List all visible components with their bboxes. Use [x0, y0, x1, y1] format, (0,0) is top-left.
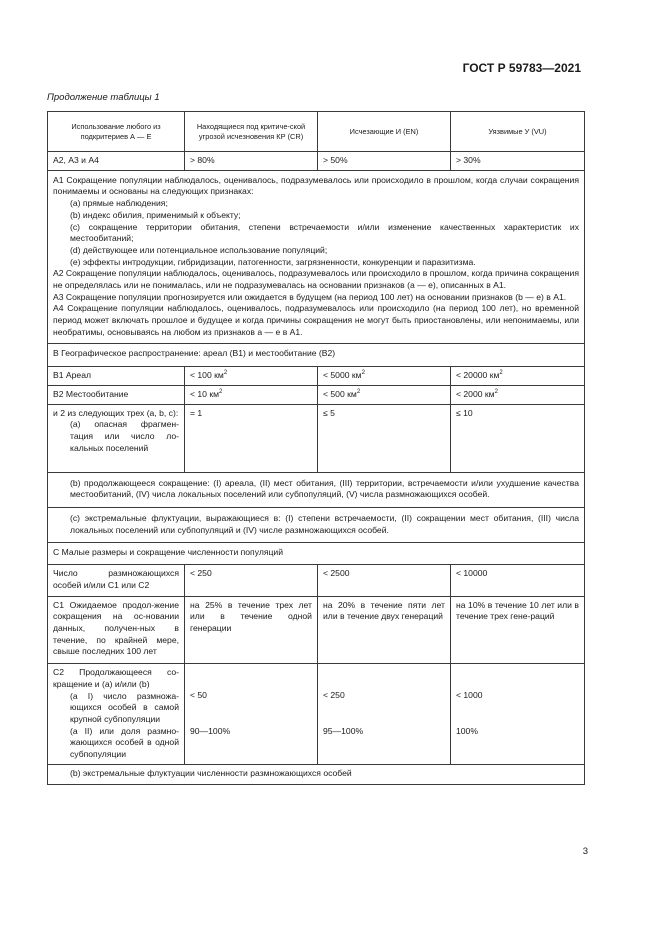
table-header-row [48, 112, 585, 152]
cell-vu: < 1000 100% [451, 664, 585, 765]
cell-cr: < 50 90—100% [185, 664, 318, 765]
note-c-item: (c) экстремальные флуктуации, выражающиеся в: (I) степени встречаемости, (II) сокращении мест обитания, (III) числа локальных поселений или субпопуляций и (IV) числе размножающихся особей. [48, 508, 585, 543]
table-row [48, 404, 585, 472]
list-item: (b) индекс обилия, применимый к объекту; [70, 209, 241, 220]
cell-en: < 250 95—100% [318, 664, 451, 765]
criteria-table [47, 111, 585, 785]
cell-vu: > 30% [451, 152, 585, 171]
table-row [48, 367, 585, 386]
cell-vu: < 20000 $км^2$ [451, 367, 585, 386]
note-a3: А3 Сокращение популяции прогнозируется или ожидается в будущем (на период 100 лет) на основании признаков (b — е) в А1. [53, 291, 567, 302]
section-title: С Малые размеры и сокращение численности популяций [48, 543, 585, 565]
header-criteria: Использование любого из подкритериев А — Е [48, 112, 185, 152]
row-label: А2, А3 и А4 [48, 152, 185, 171]
list-item: (a) прямые наблюдения; [70, 198, 168, 209]
page-number: 3 [582, 846, 588, 857]
note-a4: А4 Сокращение популяции наблюдалось, оценивалось, подразумевалось или происходило (на период 100 лет), но временной период может включать прошлое и будущее и когда причины сокращения не могут быть приостановлены, или непонимаемы, или необратимы, основываясь на любом из признаков а — е в А1. [53, 303, 579, 337]
table-row [48, 472, 585, 507]
list-item: (e) эффекты интродукции, гибридизации, патогенности, загрязненности, конкуренции и паразитизма. [70, 256, 476, 267]
cell-cr: < 250 [185, 565, 318, 596]
row-label: В1 Ареал [48, 367, 185, 386]
table-row [48, 508, 585, 543]
cell-vu: < 10000 [451, 565, 585, 596]
table-row [48, 596, 585, 664]
section-c-title [48, 543, 585, 565]
cell-cr: < 100 $км^2$ [185, 367, 318, 386]
cell-cr: на 25% в течение трех лет или в течение одной генерации [185, 596, 318, 664]
note-a2: А2 Сокращение популяции наблюдалось, оценивалось, подразумевалось или происходило в прошлом, когда причина сокращения не определялась или не понималась, или не подразумевалась на основании признаков (а — е), описанных в А1. [53, 268, 579, 291]
table-continuation-caption: Продолжение таблицы 1 [47, 92, 160, 103]
row-label: С1 Ожидаемое продол-жение сокращения на ос-новании данных, получен-ных в течение, по крайней мере, свыше последних 100 лет [48, 596, 185, 664]
cell-en: < 500 $км^2$ [318, 385, 451, 404]
table-row [48, 565, 585, 596]
cell-vu: на 10% в течение 10 лет или в течение трех гене-раций [451, 596, 585, 664]
row-label: Число размножающихся особей и/или С1 или С2 [48, 565, 185, 596]
cell-cr: > 80% [185, 152, 318, 171]
cell-vu: ≤ 10 [451, 404, 585, 472]
cell-cr: < 10 $км^2$ [185, 385, 318, 404]
note-c-b-item: (b) экстремальные флуктуации численности размножающихся особей [48, 764, 585, 785]
row-label: В2 Местообитание [48, 385, 185, 404]
row-label: С2 Продолжающееся со-кращение и (а) и/или (b) (а I) число размножа-ющихся особей в самой крупной субпопуляции (а II) или доля размно-жающихся особей в одной субпопуляции [48, 664, 185, 765]
table-row [48, 385, 585, 404]
section-b-title [48, 343, 585, 367]
header-cr: Находящиеся под критиче-ской угрозой исчезновения КР (CR) [185, 112, 318, 152]
note-b-item: (b) продолжающееся сокращение: (I) ареала, (II) мест обитания, (III) территории, встречаемости и/или ухудшение качества местообитаний, (IV) числа локальных поселений или субпопуляций, (V) числа размножающихся особей. [48, 472, 585, 507]
table-row [48, 152, 585, 171]
section-a-notes [48, 170, 585, 343]
table-row [48, 664, 585, 765]
standard-number: ГОСТ Р 59783—2021 [462, 61, 581, 75]
cell-en: > 50% [318, 152, 451, 171]
list-item: (d) действующее или потенциальное использование популяций; [70, 244, 328, 255]
cell-en: на 20% в течение пяти лет или в течение двух генераций [318, 596, 451, 664]
note-a1: А1 Сокращение популяции наблюдалось, оценивалось, подразумевалось или происходило в прошлом, когда случаи сокращения понимаемы и основаны на следующих признаках: [53, 174, 579, 197]
cell-en: < 5000 $км^2$ [318, 367, 451, 386]
section-title: В Географическое распространение: ареал (В1) и местообитание (В2) [48, 343, 585, 367]
header-en: Исчезающие И (EN) [318, 112, 451, 152]
row-label: и 2 из следующих трех (а, b, c): (а) опасная фрагмен-тация или число ло-кальных поселений [48, 404, 185, 472]
cell-cr: = 1 [185, 404, 318, 472]
cell-en: < 2500 [318, 565, 451, 596]
cell-en: ≤ 5 [318, 404, 451, 472]
table-row [48, 764, 585, 785]
header-vu: Уязвимые У (VU) [451, 112, 585, 152]
list-item: (c) сокращение территории обитания, степени встречаемости и/или изменение качественных характеристик их местообитаний; [70, 221, 579, 244]
cell-vu: < 2000 $км^2$ [451, 385, 585, 404]
